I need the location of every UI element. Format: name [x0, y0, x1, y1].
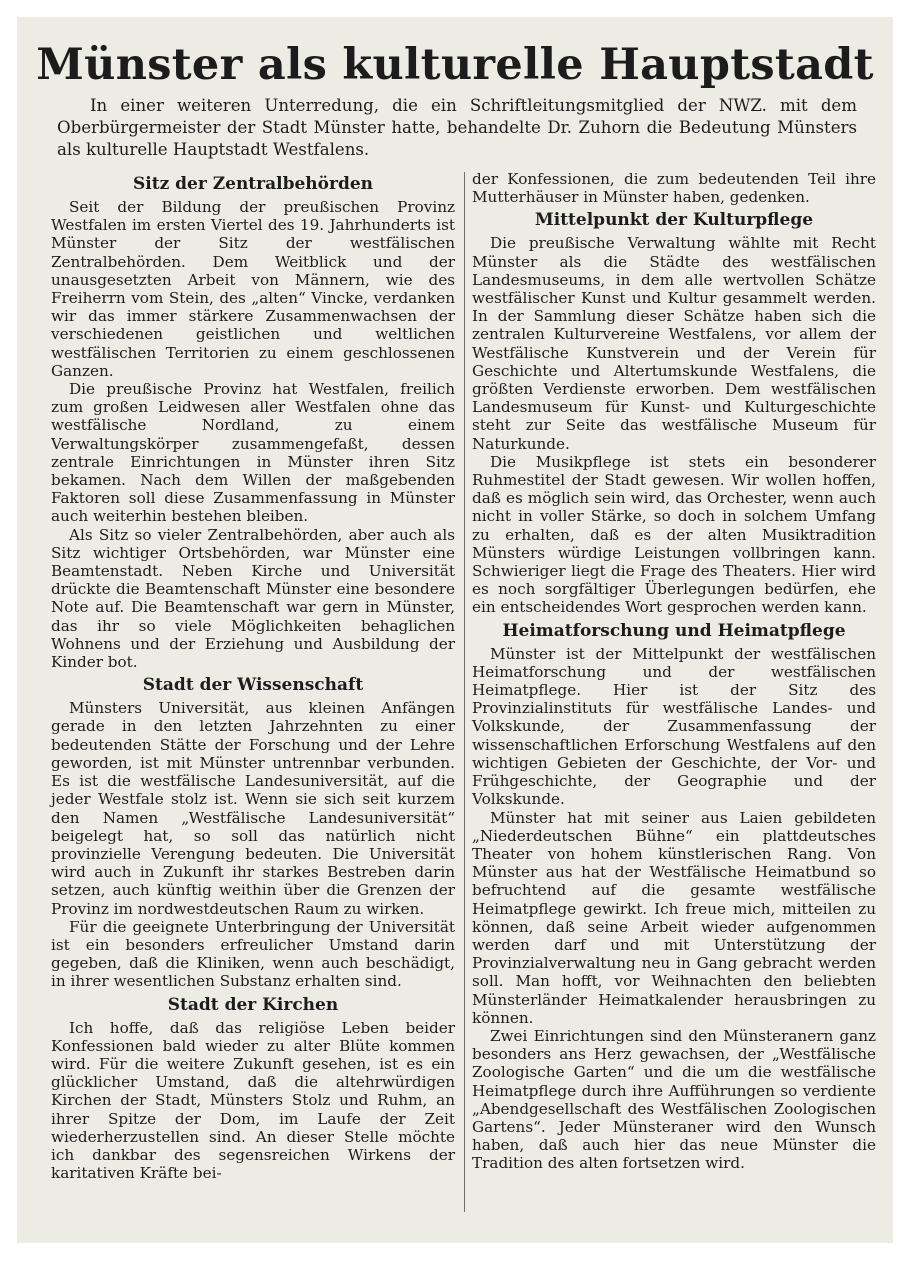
paragraph: Münster hat mit seiner aus Laien gebildeten „Niederdeutschen Bühne“ ein plattdeutsches Theater von hohem künstlerischen Rang. Von Münster aus hat der Westfälische Heimatbund so befruchtend auf die gesamte westfälische Heimatpflege gewirkt. Ich freue mich, mitteilen zu können, daß seine Arbeit wieder aufgenommen werden darf und mit Unterstützung der Provinzialverwaltung neu in Gang gebracht werden soll. Man hofft, vor Weihnachten den beliebten Münsterländer Heimatkalender herausbringen zu können. — [472, 808, 876, 1027]
section-heading-kulturpflege: Mittelpunkt der Kulturpflege — [534, 210, 814, 231]
section-heading-kirchen: Stadt der Kirchen — [167, 994, 339, 1015]
paragraph: Ich hoffe, daß das religiöse Leben beider Konfessionen bald wieder zu alter Blüte kommen wird. Für die weitere Zukunft gesehen, ist es ein glücklicher Umstand, daß die altehrwürdigen Kirchen der Stadt, Münsters Stolz und Ruhm, an ihrer Spitze der Dom, im Laufe der Zeit wiederherzustellen sind. An dieser Stelle möchte ich dankbar des segensreichen Wirkens der karitativen Kräfte bei- — [51, 1018, 455, 1183]
paragraph: Die preußische Verwaltung wählte mit Recht Münster als die Städte des westfälischen Landesmuseums, in dem alle wertvollen Schätze westfälischer Kunst und Kultur gesammelt werden. In der Sammlung dieser Schätze haben sich die zentralen Kulturvereine Westfalens, vor allem der Westfälische Kunstverein und der Verein für Geschichte und Altertumskunde Westfalens, die größten Verdienste erworben. Dem westfälischen Landesmuseum für Kunst- und Kulturgeschichte steht zur Seite das westfälische Museum für Naturkunde. — [472, 234, 876, 453]
paragraph: Als Sitz so vieler Zentralbehörden, aber auch als Sitz wichtiger Ortsbehörden, war Münster eine Beamtenstadt. Neben Kirche und Universität drückte die Beamtenschaft Münster eine besondere Note auf. Die Beamtenschaft war gern in Münster, das ihr so viele Möglichkeiten behaglichen Wohnens und der Erziehung und Ausbildung der Kinder bot. — [51, 525, 455, 672]
section-heading-wissenschaft: Stadt der Wissenschaft — [142, 675, 364, 696]
headline: Münster als kulturelle Hauptstadt — [36, 40, 874, 90]
paragraph: Münsters Universität, aus kleinen Anfängen gerade in den letzten Jahrzehnten zu einer bedeutenden Stätte der Forschung und der Lehre geworden, ist mit Münster untrennbar verbunden. Es ist die westfälische Landesuniversität, auf die jeder Westfale stolz ist. Wenn sie sich seit kurzem den Namen „Westfälische Landesuniversität“ beigelegt hat, so soll das natürlich nicht provinzielle Verengung bedeuten. Die Universität wird auch in Zukunft ihr starkes Bestreben darin setzen, auch künftig weithin über die Grenzen der Provinz im nordwestdeutschen Raum zu wirken. — [51, 699, 455, 918]
section-heading-heimatforschung: Heimatforschung und Heimatpflege — [502, 620, 846, 641]
paragraph: Münster ist der Mittelpunkt der westfälischen Heimatforschung und der westfälischen Heimatpflege. Hier ist der Sitz des Provinzialinstituts für westfälische Landes- und Volkskunde, der Zusammenfassung der wissenschaftlichen Erforschung Westfalens auf den wichtigen Gebieten der Geschichte, der Vor- und Frühgeschichte, der Geographie und der Volkskunde. — [472, 644, 876, 809]
column-divider — [464, 172, 465, 1212]
paragraph: Die Musikpflege ist stets ein besonderer Ruhmestitel der Stadt gewesen. Wir wollen hoffen, daß es möglich sein wird, das Orchester, wenn auch nicht in voller Stärke, so doch in solchem Umfang zu erhalten, daß es der alten Musiktradition Münsters würdige Leistungen vollbringen kann. Schwieriger liegt die Frage des Theaters. Hier wird es noch sorgfältiger Überlegungen bedürfen, ehe ein entscheidendes Wort gesprochen werden kann. — [472, 452, 876, 617]
continued-paragraph: der Konfessionen, die zum bedeutenden Teil ihre Mutterhäuser in Münster haben, gedenken. — [472, 170, 876, 207]
section-heading-zentralbehoerden: Sitz der Zentralbehörden — [132, 174, 374, 194]
paragraph: Die preußische Provinz hat Westfalen, freilich zum großen Leidwesen aller Westfalen ohne das westfälische Nordland, zu einem Verwaltungskörper zusammengefaßt, dessen zentrale Einrichtungen in Münster ihren Sitz bekamen. Nach dem Willen der maßgebenden Faktoren soll diese Zusammenfassung in Münster auch weiterhin bestehen bleiben. — [51, 380, 455, 526]
right-column — [472, 170, 876, 1173]
left-column — [51, 170, 455, 1182]
paragraph: Zwei Einrichtungen sind den Münsteranern ganz besonders ans Herz gewachsen, der „Westfälische Zoologische Garten“ und die um die westfälische Heimatpflege durch ihre Aufführungen so verdiente „Abendgesellschaft des Westfälischen Zoologischen Gartens“. Jeder Münsteraner wird den Wunsch haben, daß auch hier das neue Münster die Tradition des alten fortsetzen wird. — [472, 1026, 876, 1173]
lead-paragraph: In einer weiteren Unterredung, die ein Schriftleitungsmitglied der NWZ. mit dem Oberbürgermeister der Stadt Münster hatte, behandelte Dr. Zuhorn die Bedeutung Münsters als kulturelle Hauptstadt Westfalens. — [57, 96, 857, 159]
newspaper-clipping — [17, 17, 893, 1243]
paragraph: Seit der Bildung der preußischen Provinz Westfalen im ersten Viertel des 19. Jahrhunderts ist Münster der Sitz der westfälischen Zentralbehörden. Dem Weitblick und der unausgesetzten Arbeit von Männern, wie des Freiherrn vom Stein, des „alten“ Vincke, verdanken wir das immer stärkere Zusammenwachsen der verschiedenen geistlichen und weltlichen westfälischen Territorien zu einem geschlossenen Ganzen. — [51, 198, 455, 380]
paragraph: Für die geeignete Unterbringung der Universität ist ein besonders erfreulicher Umstand darin gegeben, daß die Kliniken, wenn auch beschädigt, in ihrer wesentlichen Substanz erhalten sind. — [51, 917, 455, 991]
